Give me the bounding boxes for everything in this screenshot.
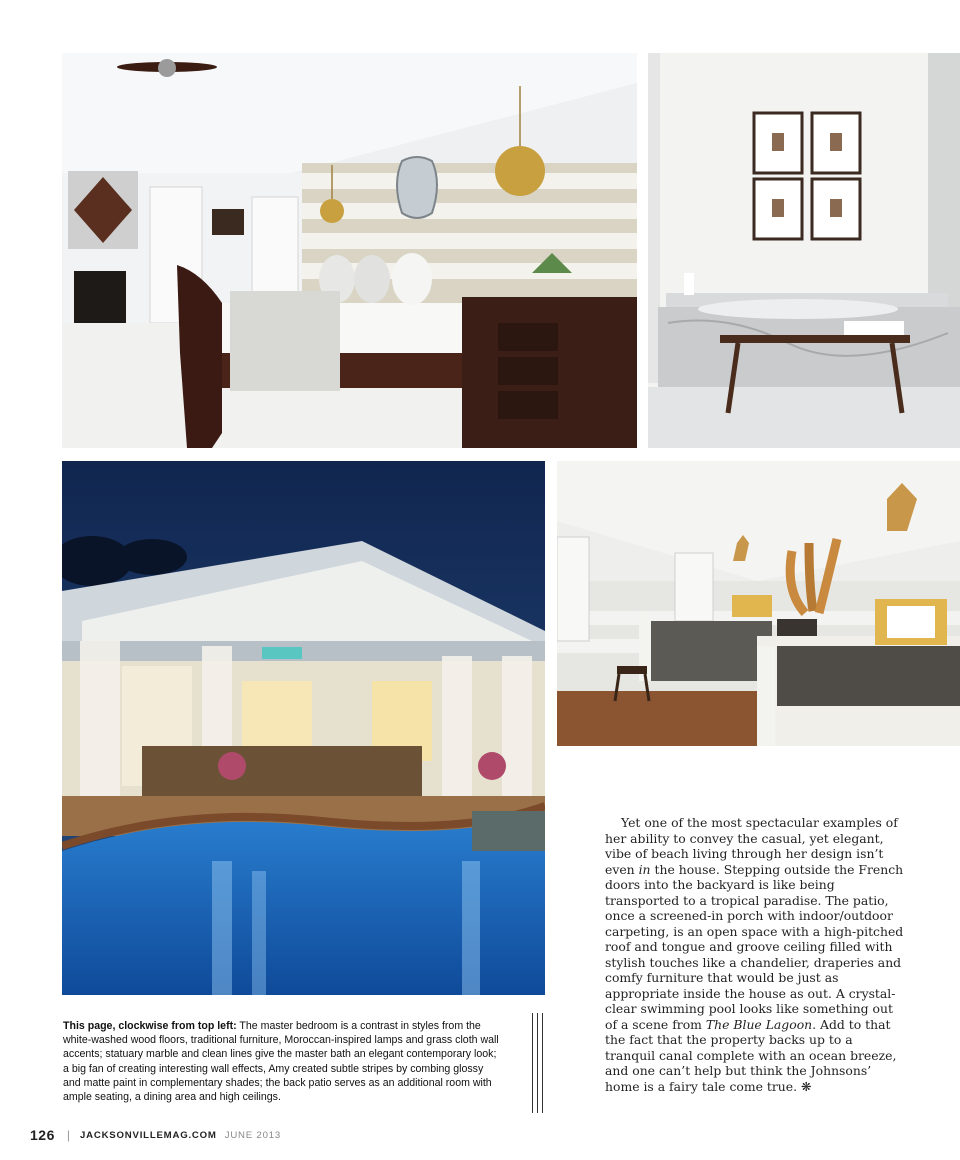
- article-emphasis-in: in: [638, 861, 651, 877]
- caption-text: The master bedroom is a contrast in styles from the white-washed wood floors, traditional furniture, Moroccan-inspired lamps and grass cloth wall accents; statuary marble and clean lines give the master bath an elegant contemporary look; a big fan of creating interesting wall effects, Amy created subtle stripes by combing glossy and matte paint in complementary shades; the back patio serves as an additional room with ample seating, a dining area and high ceilings.: [63, 1020, 499, 1104]
- end-mark-icon: ❋: [800, 1078, 812, 1094]
- decorative-rules: [530, 1013, 546, 1113]
- article-text-part1: Yet one of the most spectacular examples of her ability to convey the casual, yet elegant, vibe of beach living through her design isn’t even: [605, 815, 898, 877]
- photo-guest-bedroom: [557, 461, 960, 746]
- page-footer: [30, 1127, 281, 1143]
- photo-master-bedroom: [62, 53, 637, 448]
- article-text-part2: the house. Stepping outside the French doors into the backyard is like being transported to a tropical paradise. The patio, once a screened-in porch with indoor/outdoor carpeting, is an open space with a high-pitched roof and tongue and groove ceiling filled with stylish touches like a chandelier, draperies and comfy furniture that would be just as appropriate inside the house as out. A crystal-clear swimming pool looks like something out of a scene from: [605, 861, 904, 1032]
- article-paragraph: [605, 815, 905, 1094]
- caption-lead: This page, clockwise from top left:: [63, 1020, 237, 1032]
- page-number: 126: [30, 1127, 55, 1143]
- photo-master-bath: [648, 53, 960, 448]
- article-text-part3: . Add to that the fact that the property backs up to a tranquil canal complete with an ocean breeze, and one can’t help but think the Johnsons’ home is a fairy tale come true.: [605, 1016, 897, 1094]
- photo-caption: [63, 1019, 503, 1104]
- issue-date: JUNE 2013: [224, 1129, 281, 1141]
- article-emphasis-title: The Blue Lagoon: [705, 1016, 813, 1032]
- footer-separator: |: [66, 1128, 70, 1142]
- magazine-url: JACKSONVILLEMAG.COM: [79, 1129, 217, 1141]
- photo-back-patio: [62, 461, 545, 995]
